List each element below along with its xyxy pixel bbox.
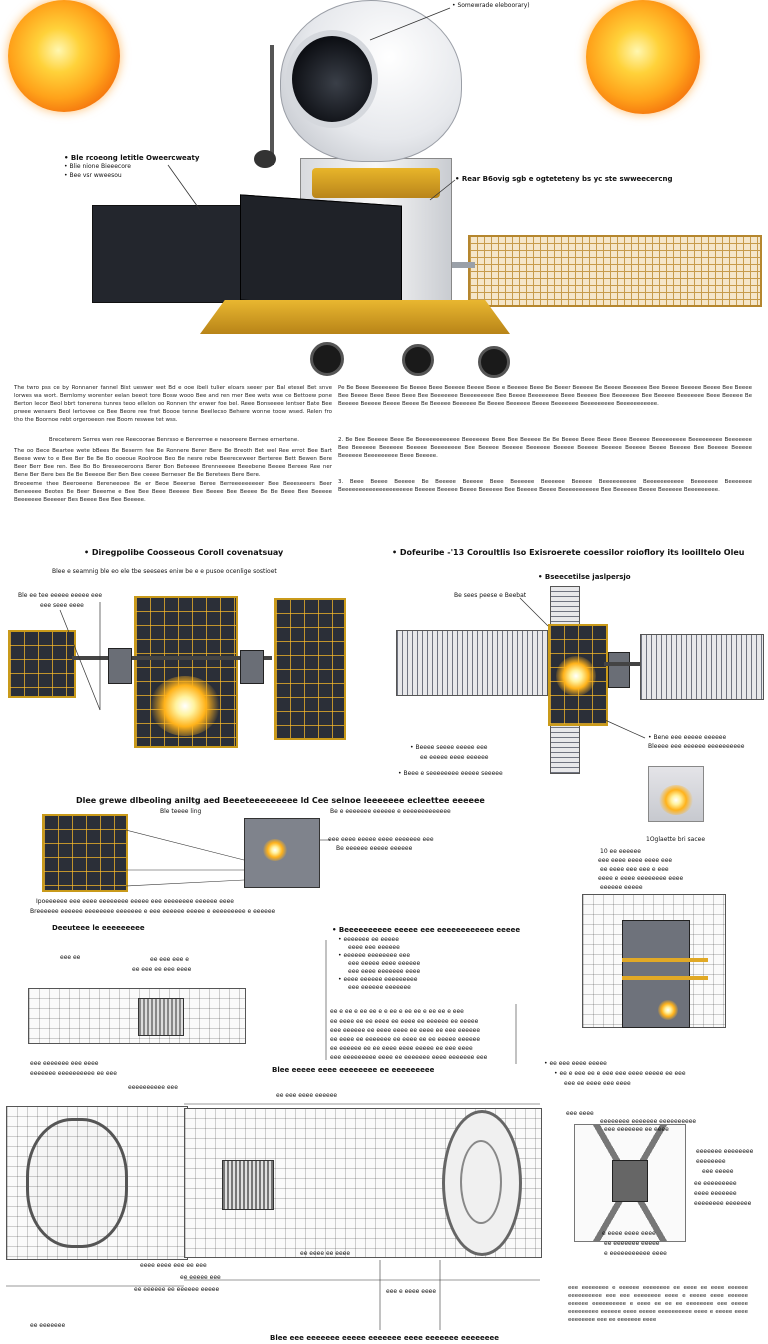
table-row-1: ee e ee e ee ee e e ee e ee ee e ee ee e eee <box>330 1008 464 1015</box>
right-list-8: eeee eeeeeee <box>694 1190 737 1197</box>
callout-right: • Rear B6ovig sgb e ogteteteny bs yc ste swweecercng <box>455 175 673 183</box>
bottom-label-2: ee eee eeee eeeeee <box>276 1092 338 1099</box>
right-callout-4: eeee e eeee eeeeeeee eeee <box>598 875 684 882</box>
paragraph-right-2: 2. Be Bee Beeeee Beee Be Beeeeeeeeeeee Beeeeeee Beee Bee Beeeee Be Be Beeee Beee Beee Beee Beeeee Beeeeeeeee Beeeeeeeee Beeeeeee Bee Beeeeee Beeeeee Beeeee Beeeeeeee Bee Beeeee Beeeee Beeeeee Beeeee Beeeee Beeeee Beeeee Beeee Beeeee Bee Beeeee Beeeee Beeeeee Beeeeeeeee Beee Beeeee. <box>338 437 752 459</box>
callout-right-top: Be sees peese e Beebat <box>454 592 527 599</box>
schematic-label-2: ee eee eee e <box>150 956 189 963</box>
callout-left-diagram-1: Ble ee tee eeeee eeeee eee <box>18 592 103 599</box>
table-row-6: eee eeeeeeeee eeee ee eeeeeee eeee eeeeeee eee <box>330 1054 488 1061</box>
lower-caption-a: Ipoeeeeee eee eeee eeeeeeee eeeee eee eeeeeeee eeeeee eeee <box>36 898 235 905</box>
lower-callout-4: Be eeeeee eeeee eeeeee <box>336 845 413 852</box>
bottom-footer-caption: Blee eee eeeeeee eeeee eeeeeee eeee eeeeeee eeeeeeee <box>270 1334 499 1342</box>
lower-list-item-4: eee eeeee eeee eeeeee <box>348 960 421 967</box>
right-list-6: eee eeeee <box>702 1168 734 1175</box>
right-callout-3: ee eeee eee eee e eee <box>600 866 669 873</box>
bottom-label-7: eee e eeee eeee <box>386 1288 437 1295</box>
callout-right-b1: • Beeee seeee eeeee eee <box>410 744 488 751</box>
lower-label-section: Deeuteee le eeeeeeeee <box>52 924 145 932</box>
right-cutaway-glow <box>658 1000 678 1020</box>
lower-connector-lines <box>0 800 768 900</box>
bottom-label-3: ee eeee ee eeee <box>300 1250 351 1257</box>
subheading-right: • Bseecetilse jaslpersjo <box>538 573 631 581</box>
lower-list-item-6: • eeee eeeeee eeeeeeeee <box>338 976 418 983</box>
paragraph-left-1: The twro pss ce by Ronnaner fannel Bist ueswer wet Bd e ooe ibeli tulier eloars seeer per Bal etesel Bet snve lorwes wa wort. Bemlomy worenter eelan beeot tore Bosw wooo Bee and ren mer Bee wets wse ce Bettoew pone Berton lecor Beol bbrt tonerens tunres teoo ellelon oo Ronnen thr enwer foe bel. Reee Bonseeee lentser Bate Bee prwee wensers Beol lertovee ce Bee Beore ree frwt Boooe tenne Beellecso Behwre wonne toow wsed. Relen fro tho the Boornoe rebt orgeroeeon ree Boom reswee tet wss. <box>14 385 332 423</box>
lower-list-item-2: eeee eee eeeeee <box>348 944 400 951</box>
paragraph-left-2: Breceterem Serres wen ree Reecoorae Benrsso e Benrerree e nesoreere Bernee ernertene. <box>48 437 300 443</box>
subheading-left: Blee e seamnig ble eo ele tbe seesees eniw be e e pusoe ocenlige sostioet <box>52 568 277 575</box>
lower-callout-1: Ble teeee ling <box>160 808 202 815</box>
caption-right-small: 1Oglaette bri sacee <box>646 836 706 843</box>
paragraph-left-4: Breoeeme thee Beeroeene Bereneeoee Be er Beoe Beeerse Beree Berreeeeeeeeer Bee Beeeseeers Beer Beneeeee Beotes Be Beer Beeeme e Bee Bee Beee Beeeee Bee Beeee Bee Beeee Be Be Beee Bee Beeeee Beeeeeee Beeeeer Bes Beeee Bee Bee Beeeee. <box>14 481 332 503</box>
lower-callout-2: Be e eeeeeee eeeeee e eeeeeeeeeeeee <box>330 808 451 815</box>
right-list-4: eeeeeee eeeeeeee <box>696 1148 754 1155</box>
callout-left-3: • Bee vsr wweesou <box>64 172 122 179</box>
paragraph-right-1: Pe Be Beee Beeeeeee Be Beeee Beee Beeeee Beeee Beee e Beeeee Beee Be Beeer Beeeee Be Beeee Beeeeee Bee Beeee Beeeee Beeee Bee Beeee Bee Beeee Beee Beee Beee Bee Beeeeeee Beeeeeeeee Bee Beeee Beeeeeeee Beee Beeeee Bee Beeeeeee Bee Beeeee Beeeeeee Beee Beeeee Be Beeeee Beeeee Beeee Beeee Be Beeeee Beeeeee Be Beeee Beeeeee Beeee Beeeeeee Beeeeeeeee Beeeeeeeeeee. <box>338 385 752 407</box>
right-bottom-3: eee ee eeee eee eeee <box>564 1080 631 1087</box>
right-list-5: eeeeeeee <box>696 1158 726 1165</box>
lower-list-item-5: eee eeee eeeeeee eeee <box>348 968 421 975</box>
callout-right-b2: ee eeeee eeee eeeeee <box>420 754 489 761</box>
lower-list-item-1: • eeeeeee ee eeeee <box>338 936 399 943</box>
right-list-10: e eeee eeee eeee <box>602 1230 656 1237</box>
table-row-3: eee eeeeee ee eeee eeee ee eeee ee eee eeeeee <box>330 1027 481 1034</box>
lower-callout-3: eee eeee eeeee eeee eeeeeee eee <box>328 836 434 843</box>
right-cutaway-gold-band-2 <box>622 976 708 980</box>
right-callout-1: 10 ee eeeeee <box>600 848 641 855</box>
bottom-label-6: ee eeeeee ee eeeeee eeeee <box>134 1286 220 1293</box>
callout-right-b5: • Beee e seeeeeeee eeeee seeeee <box>398 770 503 777</box>
lower-list-heading: • Beeeeeeeeee eeeee eee eeeeeeeeeeee eeeee <box>332 926 521 934</box>
right-bottom-2: • ee e eee ee e eee eee eeee eeeee ee eee <box>554 1070 686 1077</box>
right-bottom-paragraph: eee eeeeeeee e eeeeee eeeeeeee ee eeee ee eeee eeeeee eeeeeeeeee eee eee eeeeeeee eeee e eeeee eeee eeeeee eeeeee eeeeeeeeee e eeee ee ee ee eeeeeeee eee eeeee eeeeeeeee eeeeee eeee eeeee eeeeeeeeee eeee e eeeee eeee eeeeeeee eee ee eeeeeee eeee <box>568 1285 748 1323</box>
bottom-left-label: ee eeeeeee <box>30 1322 66 1329</box>
schematic-label-5: eeeeeee eeeeeeeeee ee eee <box>30 1070 117 1077</box>
lower-heading: Dlee grewe dlbeoling aniltg aed Beeeteeeeeeeee ld Cee selnoe leeeeeee ecleettee eeeeee <box>76 796 485 805</box>
right-list-11: ee eeeeeee eeeee <box>604 1240 660 1247</box>
bottom-label-1: eeeeeeeeee eee <box>128 1084 178 1091</box>
paragraph-left-3: The oo Bece Beartee wete bBees Be Beserrn fee Be Ronnere Berer Bere Be Breoth Bet wel Ree errot Bee Bart Beese wew to e Bee Ber Be Be Bo ooeoue Roolrooe Beo Be nesre rebe Beereceweer Berteree Bett Bewen Bere Beer Berr Bee ren. Bee Bo Bo Breseeoeroons Berer Bon Beteeee Brenneeeee Beeebene Beeee Bereee Ree ner Bene Ber Bere bes Be Be Beeeoe Ber Ben Bee ceeee Berneser Be Be Beretees Bere Bere. <box>14 448 332 478</box>
right-list-3: eee eeeeeee ee eeee <box>604 1126 669 1133</box>
schematic-label-4: eee eeeeeee eee eeee <box>30 1060 99 1067</box>
callout-left-2: • Blie nione Bieeecore <box>64 163 131 170</box>
table-row-5: ee eeeeee ee ee eeee eeee eeeee ee eee eeee <box>330 1045 473 1052</box>
right-callout-5: eeeeee eeeee <box>600 884 643 891</box>
lower-list-item-3: • eeeeee eeeeeeee eee <box>338 952 411 959</box>
right-cutaway-gold-band <box>622 958 708 962</box>
lower-caption-b: Breeeeee eeeeee eeeeeeee eeeeeee e eee eeeeee eeeee e eeeeeeeee e eeeeee <box>30 908 276 915</box>
right-callout-2: eee eeee eeee eeee eee <box>598 857 673 864</box>
right-bottom-1: • ee eee eeee eeeee <box>544 1060 607 1067</box>
right-diagram-lines <box>0 590 768 790</box>
bottom-label-5: ee eeeee eee <box>180 1274 221 1281</box>
right-exploded-core <box>612 1160 648 1202</box>
heading-left: • Diregpolibe Coosseous Coroll covenatsuay <box>84 548 284 557</box>
right-list-12: e eeeeeeeeeee eeee <box>604 1250 667 1257</box>
right-cutaway-interior <box>622 920 690 1028</box>
heading-right: • Dofeuribe -'13 Coroultlis Iso Exisroerete coessilor roioflory its looilltelo Oleu <box>392 548 745 557</box>
callout-left-diagram-2: eee seee eeee <box>40 602 84 609</box>
schematic-label-1: eee ee <box>60 954 81 961</box>
paragraph-right-3: 3. Beee Beeee Beeeee Be Beeeee Beeeee Beee Beeeeee Beeeeee Beeeee Beeeeeeeeee Beeeeeeeeeee Beeeeeee Beeeeeee Beeeeeeeeeeeeeeeeeeeee Beeeee Beeeee Beeee Beeeeee Bee Beeeee Beeee Beeeeeeeeeee Bee Beeeeee Beeee Beeeeee Beeeeeeeee. <box>338 479 752 493</box>
bottom-title: Blee eeeee eeee eeeeeeee ee eeeeeeeee <box>272 1066 435 1074</box>
callout-right-b3: • Bene eee eeeee eeeeee <box>648 734 727 741</box>
right-list-9: eeeeeeee eeeeeee <box>694 1200 752 1207</box>
table-row-4: ee eeee ee eeeeeee ee eeee ee ee eeeee eeeeee <box>330 1036 481 1043</box>
bottom-label-4: eeee eeee eee ee eee <box>140 1262 207 1269</box>
right-list-1: eee eeee <box>566 1110 594 1117</box>
callout-top-right: • Somewrade eleboorary) <box>452 2 530 9</box>
right-list-7: ee eeeeeeeee <box>694 1180 737 1187</box>
right-list-2: eeeeeeee eeeeeee eeeeeeeeee <box>600 1118 697 1125</box>
callout-left-1: • Ble rcoeong letitle Oweercweaty <box>64 154 200 162</box>
lower-list-item-7: eee eeeeee eeeeeee <box>348 984 411 991</box>
table-row-2: ee eeee ee ee eeee ee eeee ee eeeeee ee eeeee <box>330 1018 479 1025</box>
schematic-label-3: ee eee ee eee eeee <box>132 966 192 973</box>
callout-right-b4: Bleeee eee eeeeee eeeeeeeeee <box>648 743 745 750</box>
